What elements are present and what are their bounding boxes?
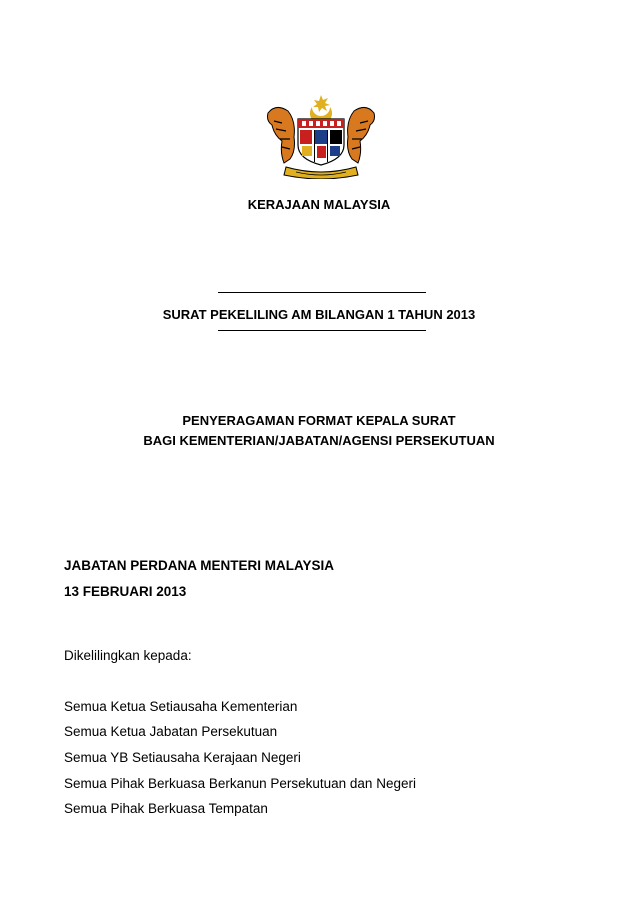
recipient-item: Semua Ketua Jabatan Persekutuan [64,724,278,739]
divider-bottom [218,330,426,331]
issuing-department: JABATAN PERDANA MENTERI MALAYSIA [64,558,335,573]
recipient-item: Semua Pihak Berkuasa Tempatan [64,801,268,816]
subject-line-1: PENYERAGAMAN FORMAT KEPALA SURAT [182,413,456,428]
divider-top [218,292,426,293]
recipient-item: Semua YB Setiausaha Kerajaan Negeri [64,750,301,765]
distribution-label: Dikelilingkan kepada: [64,648,192,663]
recipient-item: Semua Pihak Berkuasa Berkanun Persekutuan dan Negeri [64,776,416,791]
circular-title: SURAT PEKELILING AM BILANGAN 1 TAHUN 2013 [162,307,476,322]
recipient-item: Semua Ketua Setiausaha Kementerian [64,699,298,714]
government-heading: KERAJAAN MALAYSIA [247,197,391,212]
issue-date: 13 FEBRUARI 2013 [64,584,187,599]
subject-line-2: BAGI KEMENTERIAN/JABATAN/AGENSI PERSEKUTUAN [143,433,495,448]
coat-of-arms-icon [262,93,380,179]
